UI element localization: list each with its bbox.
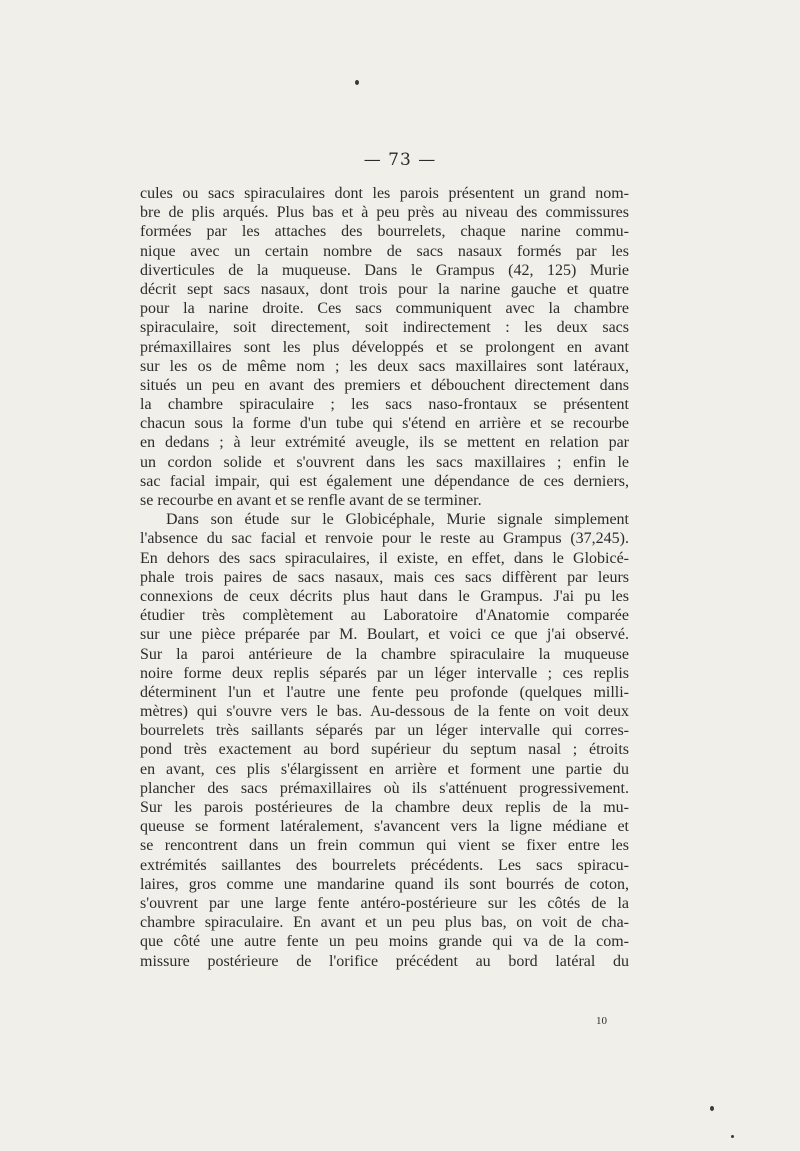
text-line: mètres) qui s'ouvre vers le bas. Au-dessous de la fente on voit deux — [140, 703, 629, 721]
text-line: connexions de ceux décrits plus haut dans le Grampus. J'ai pu les — [140, 587, 629, 605]
text-line: bre de plis arqués. Plus bas et à peu près au niveau des commissures — [140, 204, 629, 222]
text-line: cules ou sacs spiraculaires dont les parois présentent un grand nom- — [140, 185, 629, 202]
text-line: situés un peu en avant des premiers et débouchent directement dans — [140, 376, 629, 394]
text-line: prémaxillaires sont les plus développés et se prolongent en avant — [140, 338, 629, 356]
text-line: sur les os de même nom ; les deux sacs maxillaires sont latéraux, — [140, 357, 629, 375]
text-line: missure postérieure de l'orifice précédent au bord latéral du — [140, 952, 629, 970]
text-line: spiraculaire, soit directement, soit indirectement : les deux sacs — [140, 319, 629, 337]
text-line: chambre spiraculaire. En avant et un peu plus bas, on voit de cha- — [140, 914, 629, 932]
text-line: diverticules de la muqueuse. Dans le Grampus (42, 125) Murie — [140, 261, 629, 279]
text-line: en avant, ces plis s'élargissent en arrière et forment une partie du — [140, 760, 629, 778]
page-number: — 73 — — [363, 150, 437, 170]
text-line: pour la narine droite. Ces sacs communiquent avec la chambre — [140, 300, 629, 318]
text-line: un cordon solide et s'ouvrent dans les sacs maxillaires ; enfin le — [140, 453, 629, 471]
text-line: sac facial impair, qui est également une dépendance de ces derniers, — [140, 472, 629, 490]
text-line: s'ouvrent par une large fente antéro-postérieure sur les côtés de la — [140, 894, 629, 912]
text-line: noire forme deux replis séparés par un léger intervalle ; ces replis — [140, 664, 629, 682]
ink-speck — [731, 1135, 734, 1138]
text-line: nique avec un certain nombre de sacs nasaux formés par les — [140, 242, 629, 260]
text-line: Sur la paroi antérieure de la chambre spiraculaire la muqueuse — [140, 645, 629, 663]
text-line: en dedans ; à leur extrémité aveugle, ils se mettent en relation par — [140, 434, 629, 452]
text-line: se recourbe en avant et se renfle avant de se terminer. — [140, 492, 482, 509]
body-text — [140, 184, 629, 971]
text-line: queuse se forment latéralement, s'avancent vers la ligne médiane et — [140, 818, 629, 836]
text-line: déterminent l'un et l'autre une fente peu profonde (quelques milli- — [140, 683, 629, 701]
text-line: chacun sous la forme d'un tube qui s'étend en arrière et se recourbe — [140, 415, 629, 433]
text-line: se rencontrent dans un frein commun qui vient se fixer entre les — [140, 837, 629, 855]
text-line: l'absence du sac facial et renvoie pour le reste au Grampus (37,245). — [140, 530, 629, 548]
text-line: Sur les parois postérieures de la chambre deux replis de la mu- — [140, 799, 629, 816]
text-line: pond très exactement au bord supérieur du septum nasal ; étroits — [140, 741, 629, 759]
text-line: formées par les attaches des bourrelets, chaque narine commu- — [140, 223, 629, 241]
text-line: étudier très complètement au Laboratoire d'Anatomie comparée — [140, 607, 629, 625]
text-line: phale trois paires de sacs nasaux, mais ces sacs diffèrent par leurs — [140, 568, 629, 586]
text-line: En dehors des sacs spiraculaires, il existe, en effet, dans le Globicé- — [140, 549, 629, 567]
signature-mark: 10 — [596, 1015, 607, 1027]
text-line: décrit sept sacs nasaux, dont trois pour la narine gauche et quatre — [140, 280, 629, 298]
text-line: extrémités saillantes des bourrelets précédents. Les sacs spiracu- — [140, 856, 629, 874]
text-line: laires, gros comme une mandarine quand ils sont bourrés de coton, — [140, 875, 629, 893]
text-line: bourrelets très saillants séparés par un léger intervalle qui corres- — [140, 722, 629, 740]
text-line: sur une pièce préparée par M. Boulart, et voici ce que j'ai observé. — [140, 626, 629, 644]
text-line: que côté une autre fente un peu moins grande qui va de la com- — [140, 933, 629, 951]
text-line: la chambre spiraculaire ; les sacs naso-frontaux se présentent — [140, 396, 629, 414]
ink-speck — [355, 80, 359, 85]
ink-speck — [710, 1106, 714, 1111]
text-line: Dans son étude sur le Globicéphale, Murie signale simplement — [166, 511, 629, 529]
text-line: plancher des sacs prémaxillaires où ils s'atténuent progressivement. — [140, 779, 629, 797]
